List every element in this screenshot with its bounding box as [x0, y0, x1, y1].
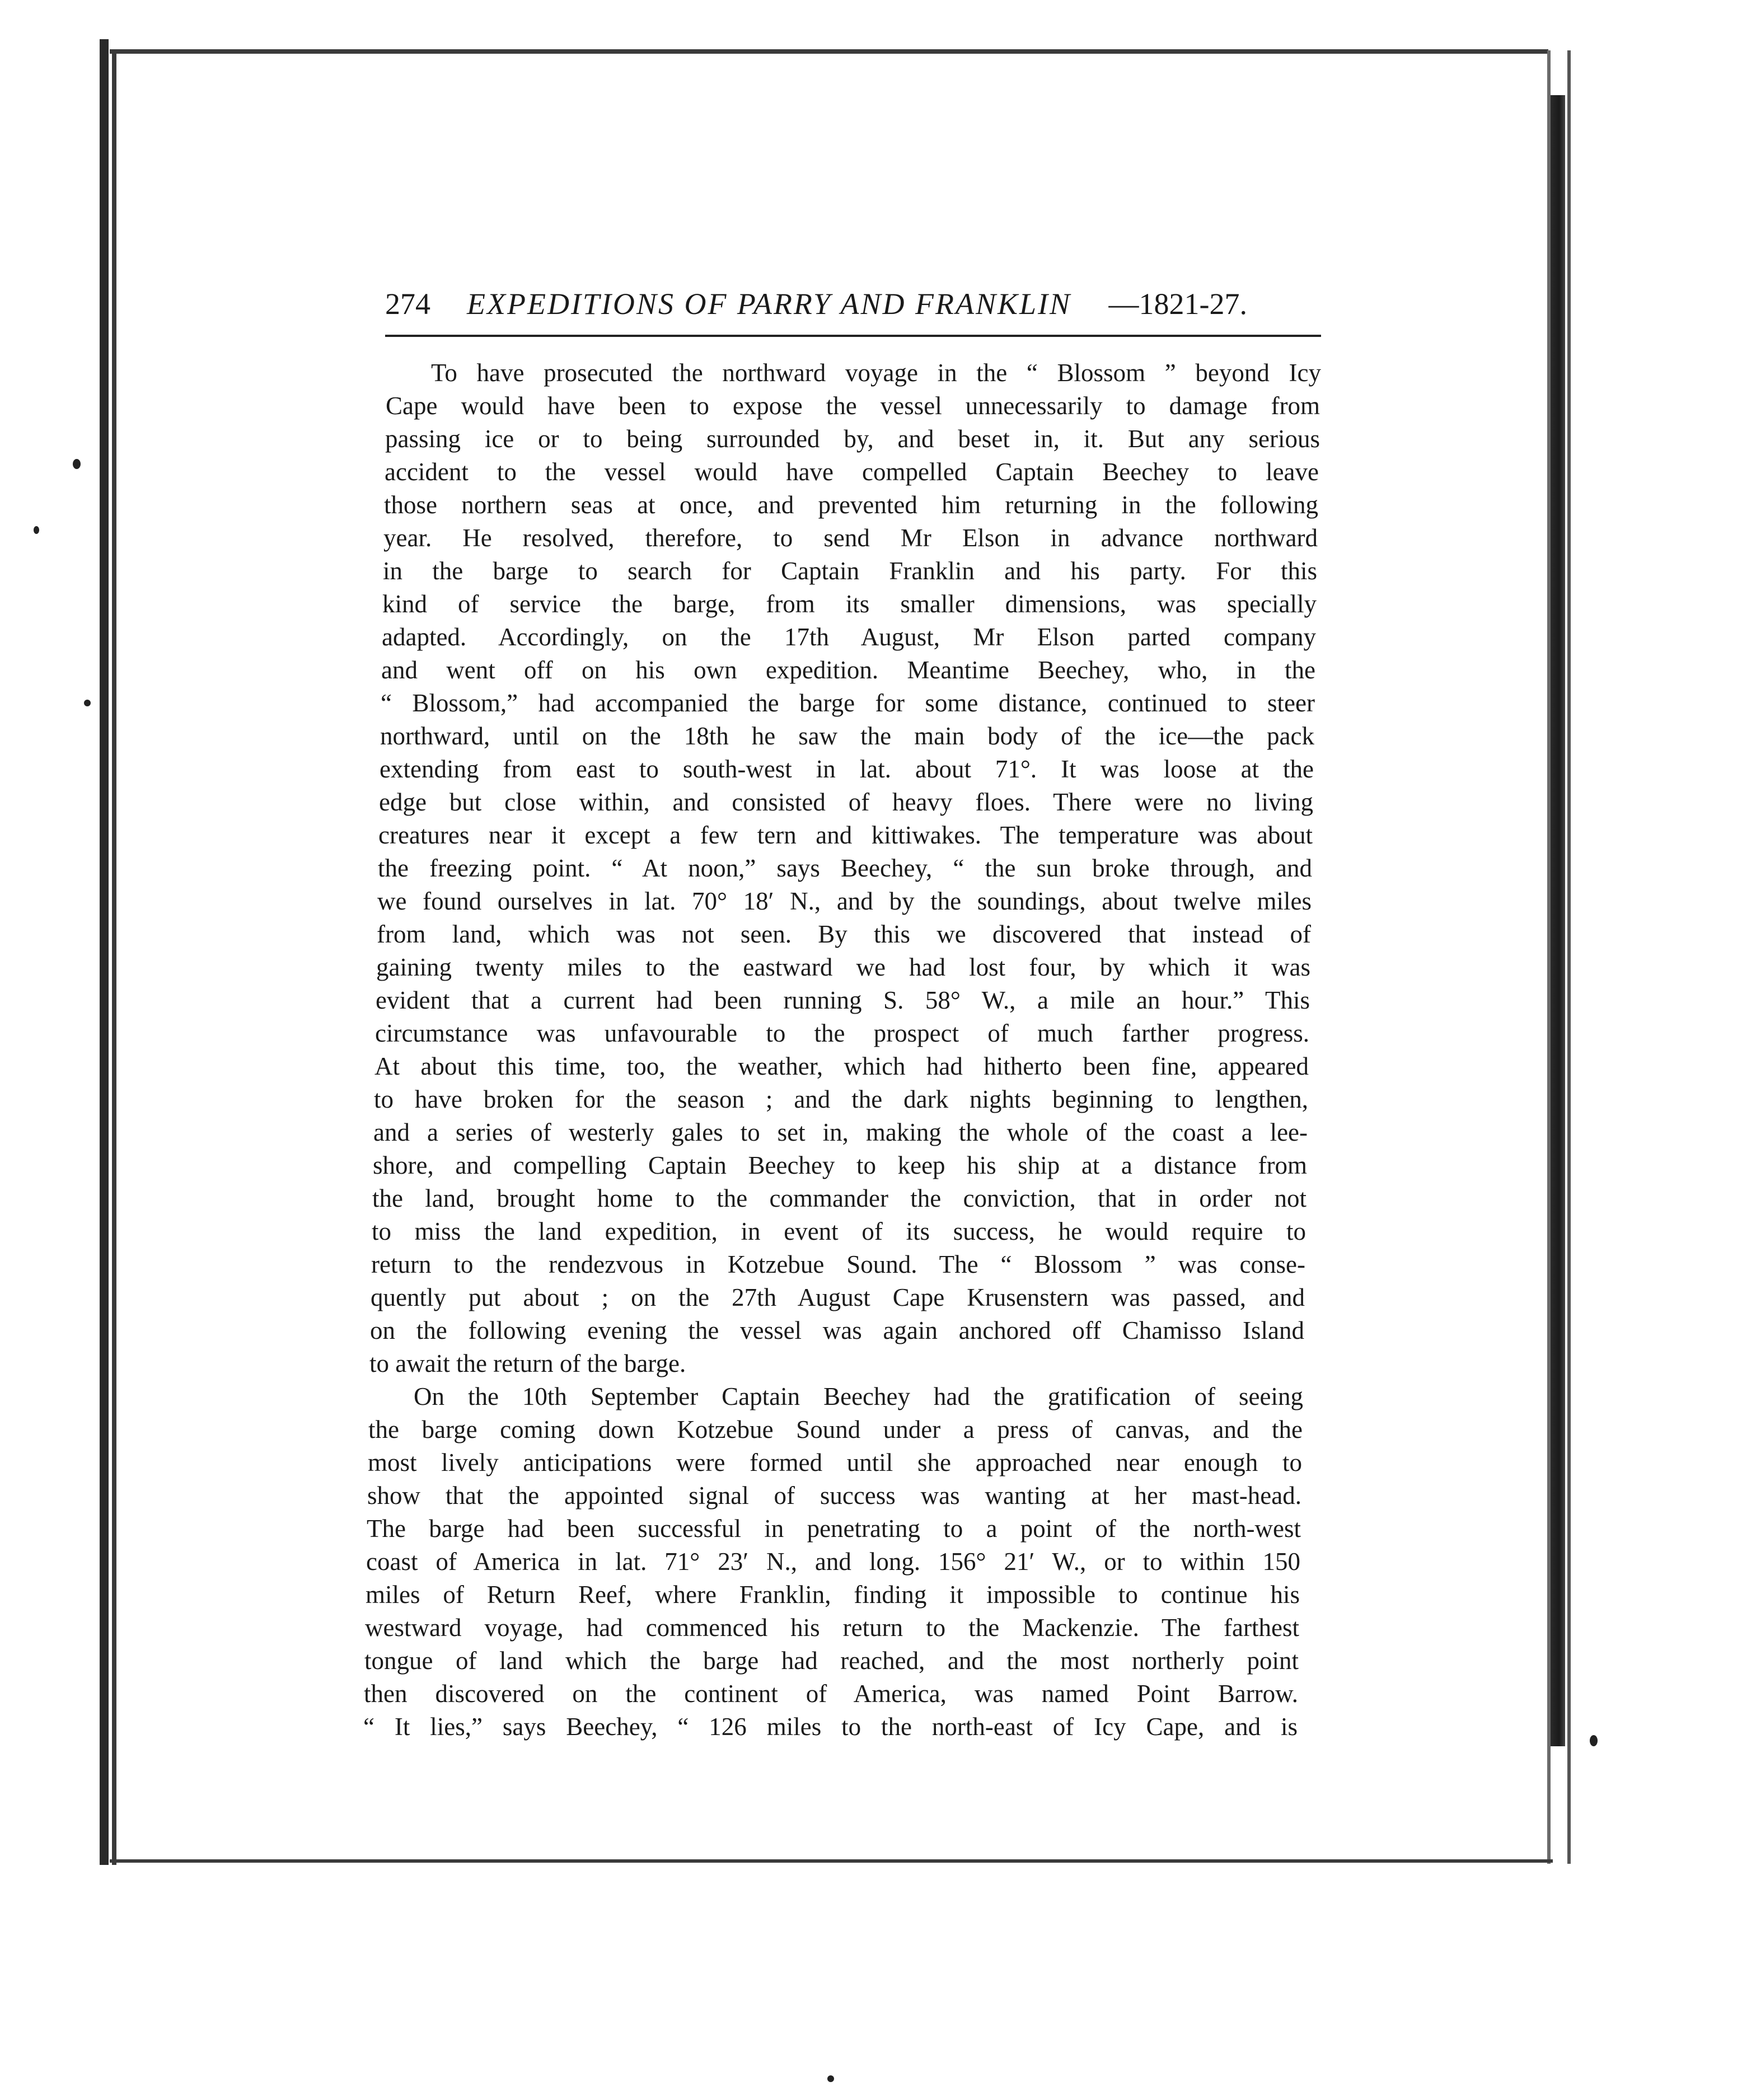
body-line: and a series of westerly gales to set in, making the whole of the coast a lee- [373, 1118, 1308, 1146]
scan-speck [73, 459, 81, 469]
page-edge-top [110, 49, 1548, 54]
page-number: 274 [385, 287, 430, 321]
page-gutter-shadow [1551, 95, 1565, 1746]
body-line: quently put about ; on the 27th August Cape Krusenstern was passed, and [371, 1283, 1305, 1311]
body-line: most lively anticipations were formed until she approached near enough to [368, 1449, 1302, 1476]
body-line: Cape would have been to expose the vessel unnecessarily to damage from [386, 392, 1320, 420]
body-line: evident that a current had been running S. 58° W., a mile an hour.” This [376, 986, 1310, 1014]
body-line: those northern seas at once, and prevented him returning in the following [384, 491, 1318, 519]
body-line: in the barge to search for Captain Franklin and his party. For this [383, 557, 1317, 585]
body-line: to await the return of the barge. [369, 1349, 686, 1377]
running-title: EXPEDITIONS OF PARRY AND FRANKLIN [467, 287, 1072, 321]
body-line: The barge had been successful in penetrating to a point of the north-west [367, 1515, 1301, 1543]
page-edge-bottom [110, 1859, 1553, 1863]
body-line: northward, until on the 18th he saw the main body of the ice—the pack [380, 722, 1314, 750]
body-line: At about this time, too, the weather, which had hitherto been fine, appeared [374, 1052, 1309, 1080]
body-line: the freezing point. “ At noon,” says Beechey, “ the sun broke through, and [378, 854, 1312, 882]
body-line: to miss the land expedition, in event of its success, he would require to [372, 1217, 1306, 1245]
page-edge-left [112, 50, 116, 1865]
scan-speck [84, 700, 91, 706]
body-line: we found ourselves in lat. 70° 18′ N., and by the soundings, about twelve miles [377, 887, 1312, 915]
body-line: accident to the vessel would have compelled Captain Beechey to leave [385, 458, 1319, 486]
body-line: On the 10th September Captain Beechey had the gratification of seeing [414, 1382, 1303, 1410]
body-line: adapted. Accordingly, on the 17th August, Mr Elson parted company [382, 623, 1316, 651]
scan-speck [827, 2075, 834, 2082]
body-line: from land, which was not seen. By this we discovered that instead of [377, 920, 1311, 948]
body-line: the barge coming down Kotzebue Sound under a press of canvas, and the [368, 1415, 1303, 1443]
body-line: kind of service the barge, from its smaller dimensions, was specially [382, 590, 1317, 618]
body-line: westward voyage, had commenced his return to the Mackenzie. The farthest [365, 1614, 1299, 1642]
running-title-years: —1821-27. [1108, 287, 1247, 321]
page-edge-left-shadow [100, 39, 109, 1865]
body-line: To have prosecuted the northward voyage in the “ Blossom ” beyond Icy [431, 359, 1321, 387]
body-line: on the following evening the vessel was again anchored off Chamisso Island [370, 1316, 1304, 1344]
body-line: passing ice or to being surrounded by, and beset in, it. But any serious [385, 425, 1320, 453]
scan-speck [1590, 1735, 1598, 1746]
body-line: “ Blossom,” had accompanied the barge for some distance, continued to steer [381, 689, 1315, 717]
body-line: shore, and compelling Captain Beechey to keep his ship at a distance from [373, 1151, 1307, 1179]
body-line: gaining twenty miles to the eastward we had lost four, by which it was [376, 953, 1310, 981]
body-line: miles of Return Reef, where Franklin, finding it impossible to continue his [366, 1581, 1300, 1609]
header-rule [385, 335, 1321, 337]
body-line: the land, brought home to the commander the conviction, that in order not [372, 1184, 1306, 1212]
body-line: extending from east to south-west in lat. about 71°. It was loose at the [380, 755, 1314, 783]
scan-speck [34, 526, 39, 534]
body-line: then discovered on the continent of America, was named Point Barrow. [364, 1680, 1298, 1708]
next-page-edge [1567, 50, 1571, 1864]
body-line: to have broken for the season ; and the dark nights beginning to lengthen, [374, 1085, 1308, 1113]
body-line: creatures near it except a few tern and kittiwakes. The temperature was about [378, 821, 1313, 849]
body-line: year. He resolved, therefore, to send Mr Elson in advance northward [383, 524, 1318, 552]
body-line: circumstance was unfavourable to the prospect of much farther progress. [375, 1019, 1309, 1047]
running-header [385, 279, 1321, 329]
body-line: show that the appointed signal of success was wanting at her mast-head. [367, 1482, 1301, 1510]
body-line: and went off on his own expedition. Meantime Beechey, who, in the [381, 656, 1315, 684]
body-line: coast of America in lat. 71° 23′ N., and long. 156° 21′ W., or to within 150 [366, 1548, 1300, 1576]
body-line: edge but close within, and consisted of heavy floes. There were no living [379, 788, 1313, 816]
body-line: “ It lies,” says Beechey, “ 126 miles to the north-east of Icy Cape, and is [363, 1713, 1298, 1741]
body-line: tongue of land which the barge had reached, and the most northerly point [364, 1647, 1299, 1675]
body-line: return to the rendezvous in Kotzebue Sound. The “ Blossom ” was conse- [371, 1250, 1305, 1278]
